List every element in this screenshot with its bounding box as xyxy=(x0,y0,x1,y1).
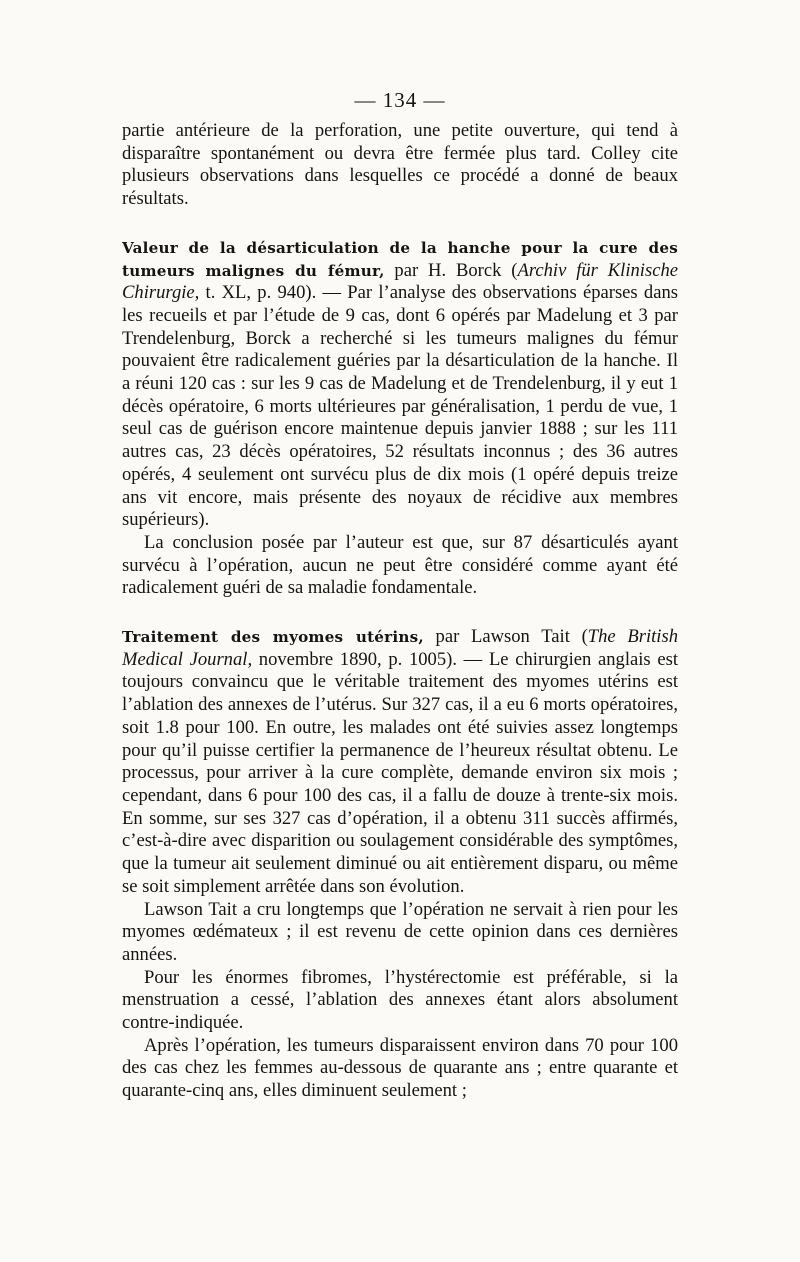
section-source: Archiv für Klinische Chirurgie, xyxy=(122,259,678,304)
section-source: The British Medical Journal, xyxy=(122,626,678,670)
section-author: par H. Borck ( xyxy=(384,259,518,281)
section-gap xyxy=(122,600,678,626)
paragraph-oedematous: Lawson Tait a cru longtemps que l’opération ne servait à rien pour les myomes œdémateux ; il est revenu de cette opinion dans ces dernières années. xyxy=(122,898,678,965)
intro-paragraph: partie antérieure de la perforation, une petite ouverture, qui tend à disparaître spontanément ou devra être fermée plus tard. Colley cite plusieurs observations dans lesquelles ce procédé a donné de beaux résultats. xyxy=(122,120,678,210)
page-number: — 134 — xyxy=(354,88,446,112)
section-body: t. XL, p. 940). — Par l’analyse des observations éparses dans les recueils et par l’étude de 9 cas, dont 6 opérés par Madelung et 3 par Trendelenburg, Borck a recherché si les tumeurs malignes du fémur pouvaient être radicalement guéries par la désarticulation de la hanche. Il a réuni 120 cas : sur les 9 cas de Madelung et de Trendelenburg, il y eut 1 décès opératoire, 6 morts ultérieures par généralisation, 1 perdu de vue, 1 seul cas de guérison encore maintenue depuis janvier 1888 ; sur les 111 autres cas, 23 décès opératoires, 52 résultats inconnus ; des 36 autres opérés, 4 seulement ont survécu plus de dix mois (1 opéré depuis treize ans vit encore, mais présente des noyaux de récidive aux membres supérieurs). xyxy=(122,282,678,531)
section-author: par Lawson Tait ( xyxy=(423,626,588,648)
section-gap xyxy=(122,211,678,237)
section-uterine-myomas xyxy=(122,626,678,898)
section-heading: Valeur de la désarticulation de la hanche pour la cure des tumeurs malignes du fémur, xyxy=(122,238,678,280)
section-hip-disarticulation xyxy=(122,237,678,532)
conclusion-paragraph: La conclusion posée par l’auteur est que, sur 87 désarticulés ayant survécu à l’opération, aucun ne peut être considéré comme ayant été radicalement guéri de sa maladie fondamentale. xyxy=(122,531,678,599)
page-body xyxy=(122,120,678,1103)
paragraph-after-operation: Après l’opération, les tumeurs disparaissent environ dans 70 pour 100 des cas chez les femmes au-dessous de quarante ans ; entre quarante et quarante-cinq ans, elles diminuent seulement ; xyxy=(122,1034,678,1102)
paragraph-fibromas: Pour les énormes fibromes, l’hystérectomie est préférable, si la menstruation a cessé, l’ablation des annexes étant alors absolument contre-indiquée. xyxy=(122,966,678,1034)
section-heading: Traitement des myomes utérins, xyxy=(122,628,424,647)
section-body: novembre 1890, p. 1005). — Le chirurgien anglais est toujours convaincu que le véritable traitement des myomes utérins est l’ablation des annexes de l’utérus. Sur 327 cas, il a eu 6 morts opératoires, soit 1.8 pour 100. En outre, les malades ont été suivies assez longtemps pour qu’il puisse certifier la permanence de l’heureux résultat obtenu. Le processus, pour arriver à la cure complète, demande environ six mois ; cependant, dans 6 pour 100 des cas, il a fallu de douze à trente-six mois. En somme, sur ses 327 cas d’opération, il a obtenu 311 succès affirmés, c’est-à-dire avec disparition ou soulagement considérable des symptômes, que la tumeur ait seulement diminué ou ait entièrement disparu, ou même se soit simplement arrêtée dans son évolution. xyxy=(122,648,678,897)
